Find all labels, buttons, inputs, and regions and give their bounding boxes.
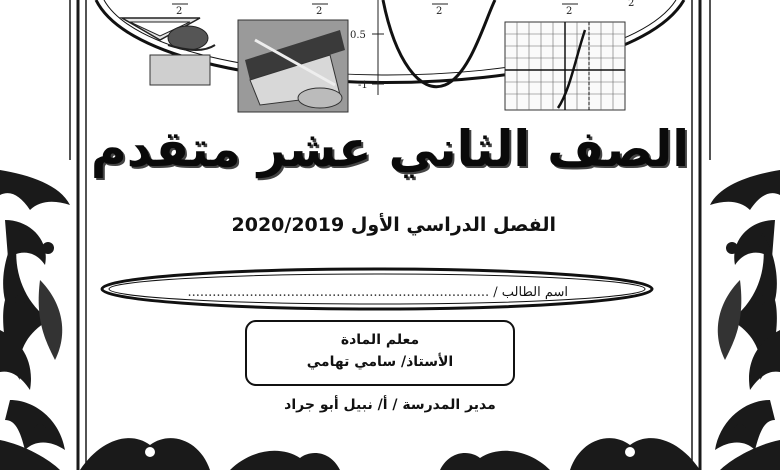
left-border	[70, 0, 86, 470]
tick-label: 2	[436, 6, 443, 17]
teacher-box	[246, 321, 514, 385]
semester-label: الفصل الدراسي الأول	[350, 214, 556, 236]
tick-label: 2	[316, 6, 323, 17]
y-tick-label: 0.5	[350, 30, 366, 41]
right-ornament	[710, 170, 780, 470]
tick-label: 2	[566, 6, 573, 17]
academic-year: 2020/2019	[231, 214, 345, 236]
left-ornament	[0, 170, 70, 470]
principal-line: مدير المدرسة / أ/ نبيل أبو جراد	[284, 397, 496, 413]
semester-line	[226, 214, 556, 236]
tick-label: 2	[176, 6, 183, 17]
geometry-tools-image	[122, 18, 348, 112]
top-fraction-ticks	[172, 0, 634, 17]
student-name-label: اسم الطالب /	[493, 285, 568, 300]
bottom-ornament	[80, 438, 700, 470]
teacher-role: معلم المادة	[340, 332, 420, 348]
right-border	[692, 0, 710, 470]
page-title: الصف الثاني عشر متقدم	[90, 120, 690, 178]
student-name-line	[187, 285, 568, 300]
tick-label: 2	[628, 0, 635, 9]
grid-graph-image	[505, 22, 625, 110]
student-name-dots: .........................................................................	[187, 285, 490, 300]
teacher-name: الأستاذ/ سامي تهامي	[306, 354, 454, 370]
y-tick-label: -1	[358, 80, 368, 91]
sine-graph	[350, 0, 495, 95]
